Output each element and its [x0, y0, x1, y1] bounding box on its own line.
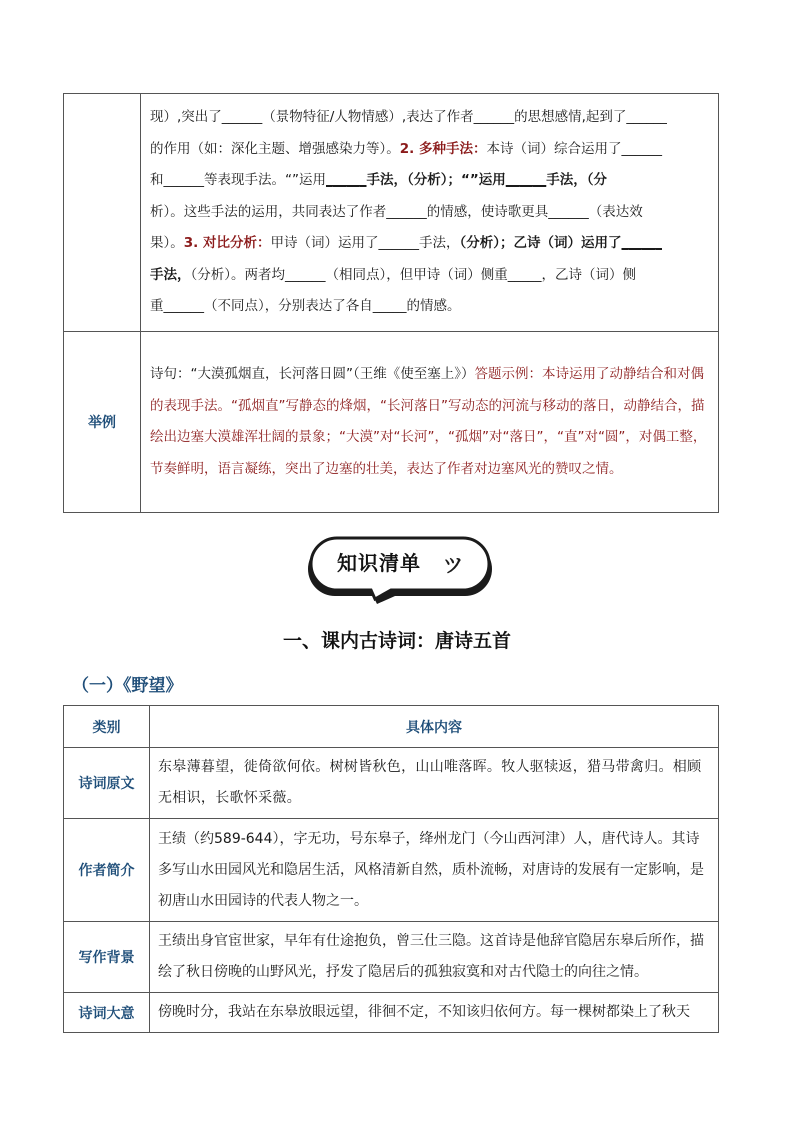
- example-label: 举例: [64, 332, 141, 513]
- row-label-original: 诗词原文: [64, 748, 150, 819]
- sub-title: （一）《野望》: [72, 676, 183, 696]
- header-category: 类别: [64, 706, 150, 748]
- example-content: [141, 332, 719, 513]
- row-label-background: 写作背景: [64, 922, 150, 993]
- example-intro: 诗句：“大漠孤烟直，长河落日圆”（王维《使至塞上》）: [150, 366, 475, 382]
- row-text-meaning: 傍晚时分，我站在东皋放眼远望，徘徊不定，不知该归依何方。每一棵树都染上了秋天: [150, 993, 719, 1033]
- method-label-cell: [64, 94, 141, 332]
- badge-label: 知识清单: [337, 551, 421, 575]
- point2-label: 2. 多种手法：: [399, 140, 487, 157]
- row-text-background: 王绩出身官宦世家，早年有仕途抱负，曾三仕三隐。这首诗是他辞官隐居东皋后所作，描绘了秋日傍晚的山野风光，抒发了隐居后的孤独寂寞和对古代隐士的向往之情。: [150, 922, 719, 993]
- row-label-meaning: 诗词大意: [64, 993, 150, 1033]
- row-text-original: 东皋薄暮望，徙倚欲何依。树树皆秋色，山山唯落晖。牧人驱犊返，猎马带禽归。相顾无相识，长歌怀采薇。: [150, 748, 719, 819]
- method-table: [63, 93, 719, 513]
- section-title: 一、课内古诗词：唐诗五首: [282, 630, 511, 652]
- method-content: 现）,突出了______（景物特征/人物情感）,表达了作者______的思想感情,起到了______ 的作用（如：深化主题、增强感染力等）。2. 多种手法：本诗（词）综合运用了______ 和______等表现手法。“”运用______手法，（分析）；“”运用______手法，（分 析）。这些手法的运用，共同表达了作者______的情感，使诗歌更具______（表达效 果）。3. 对比分析：甲诗（词）运用了______手法，（分析）；乙诗（词）运用了______ 手法，（分析）。两者均______（相同点），但甲诗（词）侧重_____，乙诗（词）侧 重______（不同点），分别表达了各自_____的情感。: [141, 94, 719, 332]
- example-answer: 答题示例：本诗运用了动静结合和对偶的表现手法。“孤烟直”写静态的烽烟，“长河落日”写动态的河流与移动的落日，动静结合，描绘出边塞大漠雄浑壮阔的景象；“大漠”对“长河”，“孤烟”对“落日”，“直”对“圆”，对偶工整，节奏鲜明，语言凝练，突出了边塞的壮美，表达了作者对边塞风光的赞叹之情。: [150, 366, 707, 477]
- header-content: 具体内容: [150, 706, 719, 748]
- row-label-author: 作者简介: [64, 819, 150, 922]
- badge-mark: ツ: [443, 553, 463, 577]
- poem-table: [63, 705, 719, 1033]
- point3-label: 3. 对比分析：: [183, 235, 271, 252]
- row-text-author: 王绩（约589-644），字无功，号东皋子，绛州龙门（今山西河津）人，唐代诗人。其诗多写山水田园风光和隐居生活，风格清新自然，质朴流畅，对唐诗的发展有一定影响，是初唐山水田园诗的代表人物之一。: [150, 819, 719, 922]
